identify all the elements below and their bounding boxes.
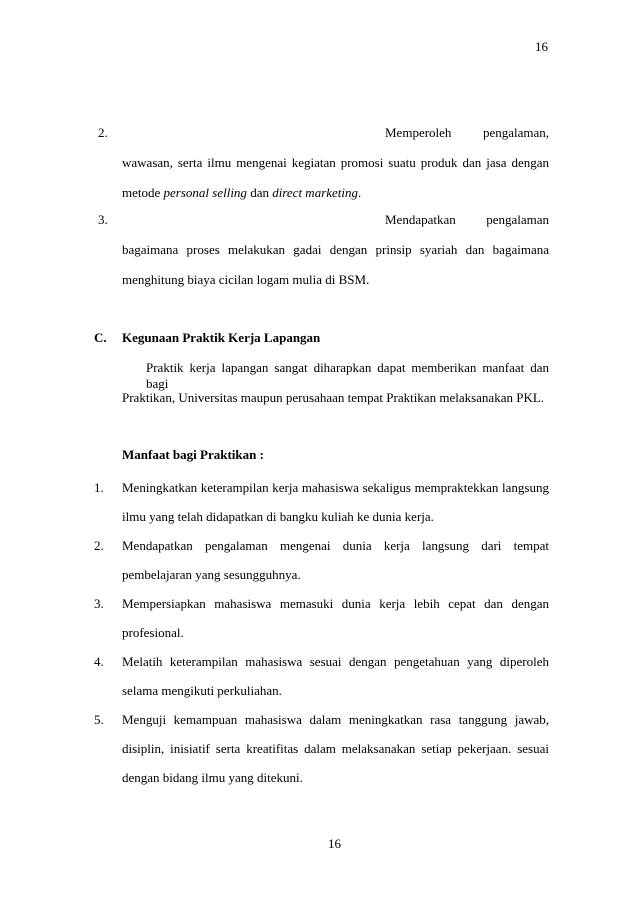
benefit-number: 2. bbox=[94, 538, 104, 553]
benefit-text-line: Meningkatkan keterampilan kerja mahasiswa sekaligus mempraktekkan langsung bbox=[122, 480, 549, 495]
benefit-number: 5. bbox=[94, 712, 104, 727]
italic-term: personal selling bbox=[163, 185, 247, 200]
benefit-text-line: profesional. bbox=[122, 625, 184, 640]
benefit-text-line: selama mengikuti perkuliahan. bbox=[122, 683, 282, 698]
italic-term: direct marketing bbox=[272, 185, 359, 200]
objective-text-line: wawasan, serta ilmu mengenai kegiatan promosi suatu produk dan jasa dengan bbox=[122, 155, 549, 170]
objective-text-line bbox=[122, 185, 549, 201]
objective-text-line: Mendapatkan pengalaman bbox=[385, 212, 549, 227]
section-intro-line: Praktikan, Universitas maupun perusahaan tempat Praktikan melaksanakan PKL. bbox=[122, 390, 545, 405]
benefit-text-line: Mendapatkan pengalaman mengenai dunia kerja langsung dari tempat bbox=[122, 538, 549, 553]
objective-number: 3. bbox=[98, 212, 108, 227]
benefit-text-line: dengan bidang ilmu yang ditekuni. bbox=[122, 770, 303, 785]
benefits-heading: Manfaat bagi Praktikan : bbox=[122, 447, 264, 462]
text-span: dan bbox=[246, 185, 273, 200]
benefit-text-line: ilmu yang telah didapatkan di bangku kuliah ke dunia kerja. bbox=[122, 509, 434, 524]
page-number-bottom: 16 bbox=[328, 836, 341, 851]
page-number-top: 16 bbox=[535, 39, 548, 54]
objective-number: 2. bbox=[98, 125, 108, 140]
benefit-text-line: disiplin, inisiatif serta kreatifitas dalam melaksanakan setiap pekerjaan. sesuai bbox=[122, 741, 549, 756]
benefit-number: 3. bbox=[94, 596, 104, 611]
text-span: . bbox=[358, 185, 362, 200]
objective-text-line: bagaimana proses melakukan gadai dengan prinsip syariah dan bagaimana bbox=[122, 242, 549, 257]
benefit-text-line: pembelajaran yang sesungguhnya. bbox=[122, 567, 301, 582]
objective-text-line: menghitung biaya cicilan logam mulia di BSM. bbox=[122, 272, 370, 287]
section-intro-line: Praktik kerja lapangan sangat diharapkan dapat memberikan manfaat dan bagi bbox=[146, 360, 549, 391]
text-span: metode bbox=[122, 185, 164, 200]
benefit-text-line: Melatih keterampilan mahasiswa sesuai dengan pengetahuan yang diperoleh bbox=[122, 654, 549, 669]
section-letter: C. bbox=[94, 330, 107, 345]
benefit-text-line: Menguji kemampuan mahasiswa dalam meningkatkan rasa tanggung jawab, bbox=[122, 712, 549, 727]
objective-text-line: Memperoleh pengalaman, bbox=[385, 125, 549, 140]
benefit-number: 1. bbox=[94, 480, 104, 495]
benefit-number: 4. bbox=[94, 654, 104, 669]
section-title: Kegunaan Praktik Kerja Lapangan bbox=[122, 330, 321, 345]
benefit-text-line: Mempersiapkan mahasiswa memasuki dunia kerja lebih cepat dan dengan bbox=[122, 596, 549, 611]
